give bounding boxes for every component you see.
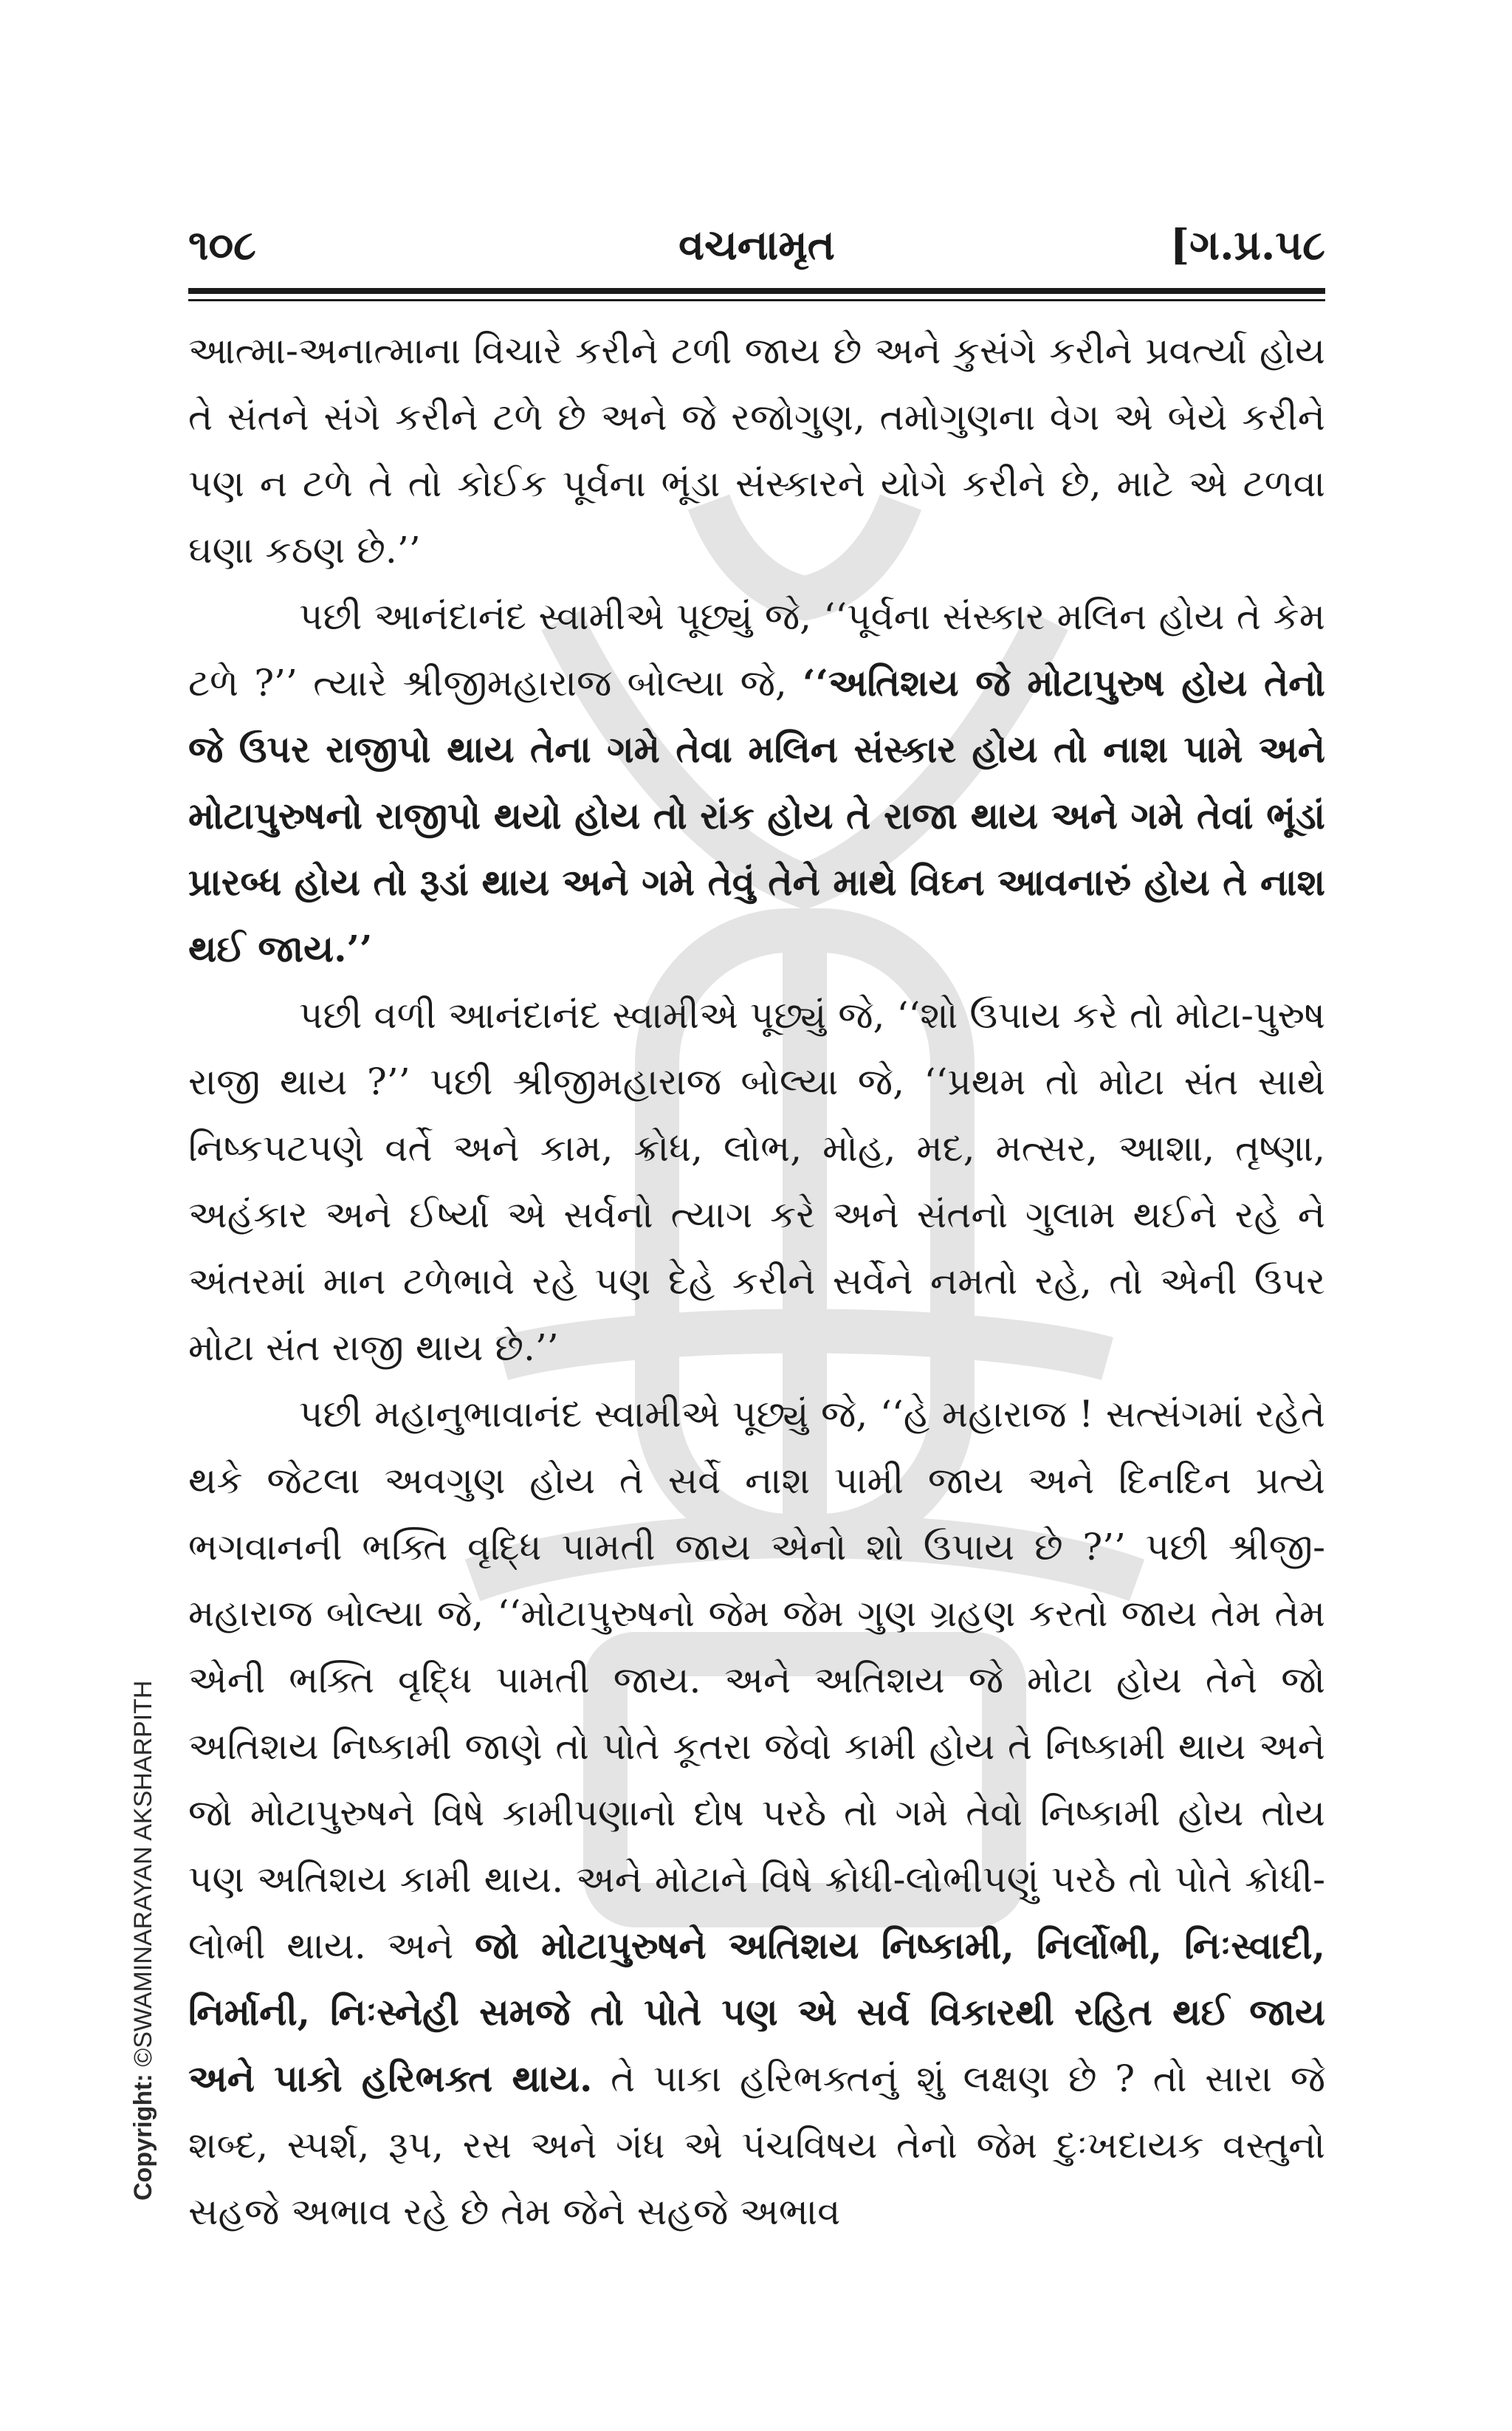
copyright-label: Copyright: [129,2074,157,2201]
section-reference: [ગ.પ્ર.૫૮ [1169,221,1325,270]
body-text [188,318,1325,2245]
copyright-notice [129,1681,158,2201]
page-number: ૧૦૮ [188,221,256,270]
paragraph-4 [188,1381,1325,2245]
header-rule-thin [188,299,1325,301]
header-rule-thick [188,288,1325,294]
paragraph-4-bold: જો મોટાપુરુષને અતિશય નિષ્કામી, નિર્લોભી, નિઃસ્વાદી, નિર્માની, નિઃસ્નેહી સમજે તો પોતે પણ એ સર્વ વિકારથી રહિત થઈ જાય અને પાકો હરિભક્ત થાય. [188,1924,1326,2100]
page-header [188,216,1325,282]
paragraph-3 [188,982,1325,1381]
paragraph-1-text: આત્મા-અનાત્માના વિચારે કરીને ટળી જાય છે અને કુસંગે કરીને પ્રવર્ત્યા હોય તે સંતને સંગે કરીને ટળે છે અને જે રજોગુણ, તમોગુણના વેગ એ બેયે કરીને પણ ન ટળે તે તો કોઈક પૂર્વના ભૂંડા સંસ્કારને યોગે કરીને છે, માટે એ ટળવા ઘણા કઠણ છે.’’ [188,329,1325,572]
paragraph-2 [188,583,1325,982]
paragraph-4-text-a: પછી મહાનુભાવાનંદ સ્વામીએ પૂછ્યું જે, ‘‘હે મહારાજ ! સત્સંગમાં રહેતે થકે જેટલા અવગુણ હોય તે સર્વે નાશ પામી જાય અને દિનદિન પ્રત્યે ભગવાનની ભક્તિ વૃદ્ધિ પામતી જાય એનો શો ઉપાય છે ?’’ પછી શ્રીજી-મહારાજ બોલ્યા જે, ‘‘મોટાપુરુષનો જેમ જેમ ગુણ ગ્રહણ કરતો જાય તેમ તેમ એની ભક્તિ વૃદ્ધિ પામતી જાય. અને અતિશય જે મોટા હોય તેને જો અતિશય નિષ્કામી જાણે તો પોતે કૂતરા જેવો કામી હોય તે નિષ્કામી થાય અને જો મોટાપુરુષને વિષે કામીપણાનો દોષ પરઠે તો ગમે તેવો નિષ્કામી હોય તોય પણ અતિશય કામી થાય. અને મોટાને વિષે ક્રોધી-લોભીપણું પરઠે તો પોતે ક્રોધી-લોભી થાય. અને [188,1393,1325,1967]
paragraph-4-text-b: તે પાકા હરિભક્તનું શું લક્ષણ છે ? તો સારા જે શબ્દ, સ્પર્શ, રૂપ, રસ અને ગંધ એ પંચવિષય તેનો જેમ દુઃખદાયક વસ્તુનો સહજે અભાવ રહે છે તેમ જેને સહજે અભાવ [188,2057,1325,2233]
paragraph-1 [188,318,1325,583]
paragraph-2-bold: ‘‘અતિશય જે મોટાપુરુષ હોય તેનો જે ઉપર રાજીપો થાય તેના ગમે તેવા મલિન સંસ્કાર હોય તો નાશ પામે અને મોટાપુરુષનો રાજીપો થયો હોય તો રાંક હોય તે રાજા થાય અને ગમે તેવાં ભૂંડાં પ્રારબ્ધ હોય તો રૂડાં થાય અને ગમે તેવું તેને માથે વિઘ્ન આવનારું હોય તે નાશ થઈ જાય.’’ [188,661,1325,970]
paragraph-2-text: પછી આનંદાનંદ સ્વામીએ પૂછ્યું જે, ‘‘પૂર્વના સંસ્કાર મલિન હોય તે કેમ ટળે ?’’ ત્યારે શ્રીજીમહારાજ બોલ્યા જે, [188,595,1325,704]
running-title: વચનામૃત [678,221,835,270]
copyright-owner: ©SWAMINARAYAN AKSHARPITH [129,1680,157,2067]
paragraph-3-text: પછી વળી આનંદાનંદ સ્વામીએ પૂછ્યું જે, ‘‘શો ઉપાય કરે તો મોટા-પુરુષ રાજી થાય ?’’ પછી શ્રીજીમહારાજ બોલ્યા જે, ‘‘પ્રથમ તો મોટા સંત સાથે નિષ્કપટપણે વર્તે અને કામ, ક્રોધ, લોભ, મોહ, મદ, મત્સર, આશા, તૃષ્ણા, અહંકાર અને ઈર્ષ્યા એ સર્વનો ત્યાગ કરે અને સંતનો ગુલામ થઈને રહે ને અંતરમાં માન ટળેભાવે રહે પણ દેહે કરીને સર્વેને નમતો રહે, તો એની ઉપર મોટા સંત રાજી થાય છે.’’ [188,994,1325,1369]
